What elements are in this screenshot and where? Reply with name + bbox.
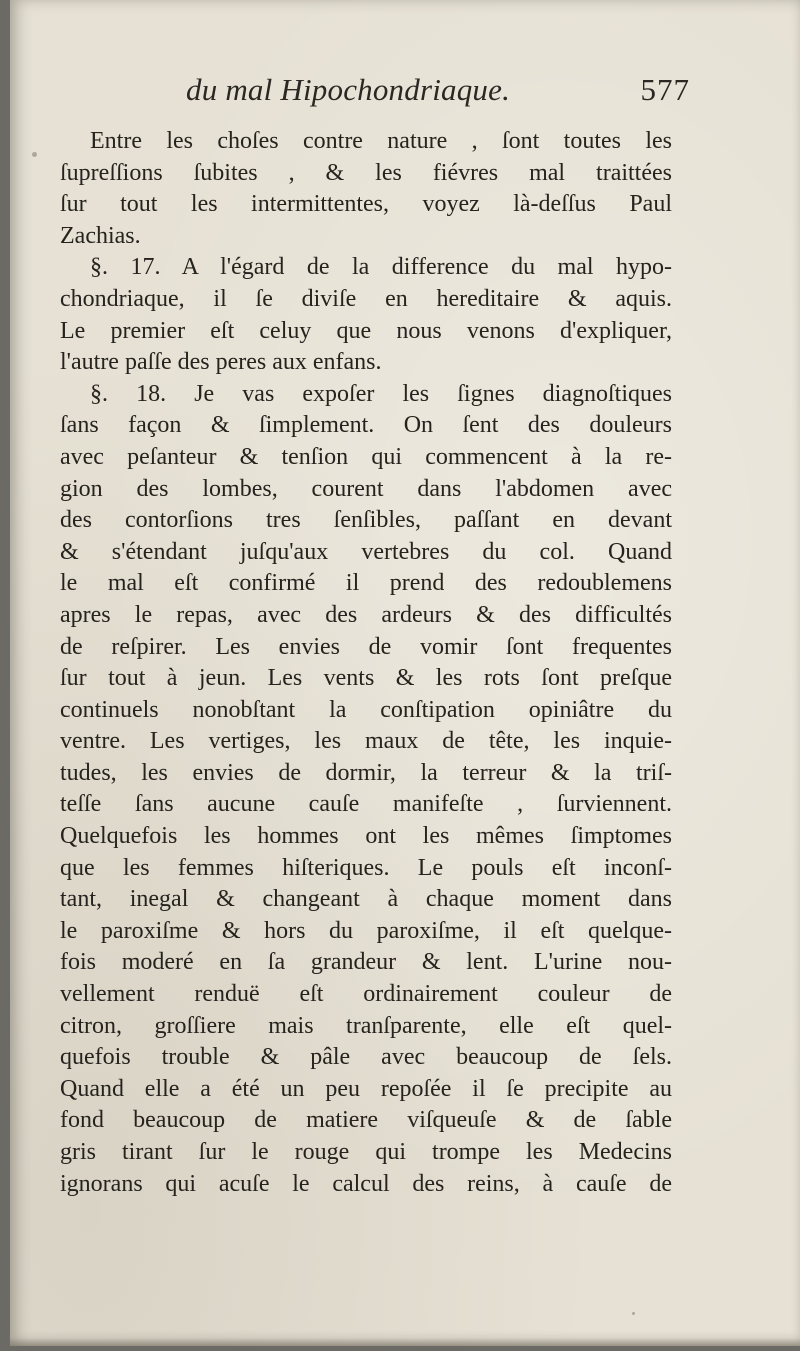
text-line: gris tirant ſur le rouge qui trompe les Medecins — [60, 1139, 672, 1165]
text-line: & s'étendant juſqu'aux vertebres du col. Quand — [60, 538, 672, 565]
text-line: fois moderé en ſa grandeur & lent. L'urine nou- — [60, 949, 672, 976]
text-line: continuels nonobſtant la conſtipation opiniâtre du — [60, 696, 672, 723]
text-line: gion des lombes, courent dans l'abdomen avec — [60, 475, 672, 502]
running-head — [170, 72, 690, 112]
text-line: tudes, les envies de dormir, la terreur & la triſ- — [60, 759, 672, 786]
text-line: Quelquefois les hommes ont les mêmes ſimptomes — [60, 823, 672, 850]
text-line: Zachias. — [60, 222, 141, 249]
text-line: Entre les choſes contre nature , ſont toutes les — [90, 128, 672, 154]
body-text — [60, 126, 672, 1200]
text-line: ſans façon & ſimplement. On ſent des douleurs — [60, 412, 672, 439]
text-line: ſupreſſions ſubites , & les fiévres mal traittées — [60, 159, 672, 186]
text-line: l'autre paſſe des peres aux enfans. — [60, 349, 382, 376]
paper-speck — [32, 152, 37, 157]
text-line: ventre. Les vertiges, les maux de tête, les inquie- — [60, 728, 672, 755]
text-line: Le premier eſt celuy que nous venons d'expliquer, — [60, 317, 672, 344]
text-line: vellement renduë eſt ordinairement couleur de — [60, 981, 672, 1008]
text-line: des contorſions tres ſenſibles, paſſant en devant — [60, 507, 672, 534]
paper-speck — [632, 1312, 635, 1315]
text-line: apres le repas, avec des ardeurs & des difficultés — [60, 601, 672, 628]
text-line: §. 18. Je vas expoſer les ſignes diagnoſtiques — [90, 380, 672, 407]
text-line: avec peſanteur & tenſion qui commencent à la re- — [60, 443, 672, 470]
text-line: quefois trouble & pâle avec beaucoup de ſels. — [60, 1044, 672, 1071]
book-page — [10, 0, 800, 1346]
text-line: chondriaque, il ſe diviſe en hereditaire & aquis. — [60, 285, 672, 312]
page-number: 577 — [640, 72, 690, 107]
text-line: ſur tout les intermittentes, voyez là-deſſus Paul — [60, 191, 672, 218]
text-line: Quand elle a été un peu repoſée il ſe precipite au — [60, 1075, 672, 1102]
page-edge-shadow — [10, 1338, 800, 1346]
text-line: le paroxiſme & hors du paroxiſme, il eſt quelque- — [60, 917, 672, 944]
text-line: ignorans qui acuſe le calcul des reins, à cauſe de — [60, 1170, 672, 1197]
text-line: ſur tout à jeun. Les vents & les rots ſont preſque — [60, 665, 672, 692]
text-line: fond beaucoup de matiere viſqueuſe & de ſable — [60, 1107, 672, 1134]
text-line: le mal eſt confirmé il prend des redoublemens — [60, 570, 672, 597]
text-line: citron, groſſiere mais tranſparente, elle eſt quel- — [60, 1012, 672, 1039]
text-line: teſſe ſans aucune cauſe manifeſte , ſurviennent. — [60, 791, 672, 818]
text-line: de reſpirer. Les envies de vomir ſont frequentes — [60, 633, 672, 660]
text-line: que les femmes hiſteriques. Le pouls eſt inconſ- — [60, 854, 672, 881]
text-line: §. 17. A l'égard de la difference du mal hypo- — [90, 254, 672, 281]
text-line: tant, inegal & changeant à chaque moment dans — [60, 886, 672, 913]
running-title: du mal Hipochondriaque. — [186, 72, 511, 107]
